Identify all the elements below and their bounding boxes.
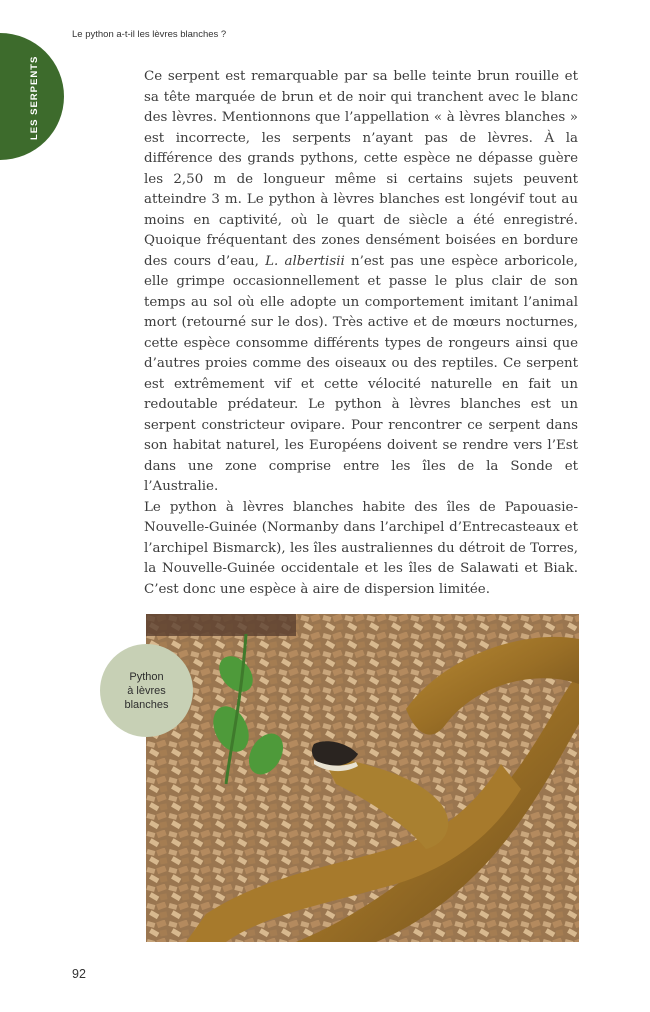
paragraph-1-end: n’est pas une espèce arboricole, elle grimpe occasionnellement et passe le plus clair de son temps au sol où elle adopte un comportement imitant l’animal mort (retourné sur le dos). Très active et de mœurs nocturnes, cette espèce consomme différents types de rongeurs ainsi que d’autres proies comme des oiseaux ou des reptiles. Ce serpent est extrêmement vif et cette vélocité naturelle en fait un redoutable prédateur. Le python à lèvres blanches est un serpent constricteur ovipare. Pour rencontrer ce serpent dans son habitat naturel, les Européens doivent se rendre vers l’Est dans une zone comprise entre les îles de la Sonde et l’Australie. bbox=[144, 253, 578, 494]
page-number: 92 bbox=[72, 967, 86, 981]
paragraph-2: Le python à lèvres blanches habite des îles de Papouasie-Nouvelle-Guinée (Normanby dans l’archipel d’Entrecasteaux et l’archipel Bismarck), les îles australiennes du détroit de Torres, la Nouvelle-Guinée occidentale et les îles de Salawati et Biak. C’est donc une espèce à aire de dispersion limitée. bbox=[144, 499, 578, 597]
section-label: LES SERPENTS bbox=[29, 55, 40, 140]
running-header: Le python a-t-il les lèvres blanches ? bbox=[72, 29, 227, 40]
paragraph-1-start: Ce serpent est remarquable par sa belle teinte brun rouille et sa tête marquée de brun et de noir qui tranchent avec le blanc des lèvres. Mentionnons que l’appellation « à lèvres blanches » est incorrecte, les serpents n’ayant pas de lèvres. À la différence des grands pythons, cette espèce ne dépasse guère les 2,50 m de longueur même si certains sujets peuvent atteindre 3 m. Le python à lèvres blanches est longévif tout au moins en captivité, où le quart de siècle a été enregistré. Quoique fréquentant des zones densément boisées en bordure des cours d’eau, bbox=[144, 69, 578, 269]
paragraph-1 bbox=[144, 67, 578, 498]
body-text bbox=[144, 67, 578, 600]
caption-badge bbox=[100, 644, 193, 737]
snake-photo bbox=[146, 614, 579, 942]
species-name: L. albertisii bbox=[265, 253, 345, 269]
caption-text: Python à lèvres blanches bbox=[124, 670, 169, 711]
